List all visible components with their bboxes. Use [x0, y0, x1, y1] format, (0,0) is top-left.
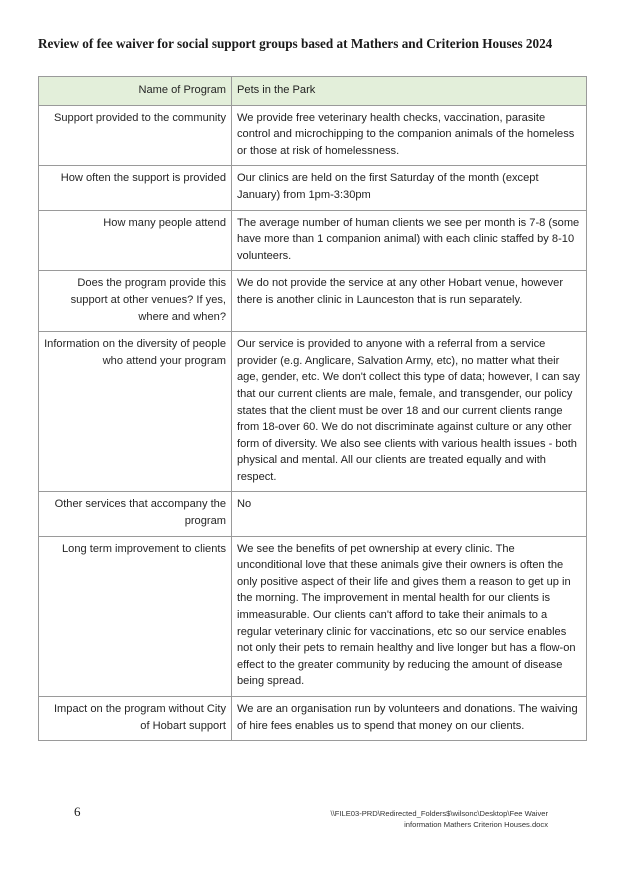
header-value-cell: Pets in the Park [232, 77, 587, 106]
table-header-row [39, 77, 587, 106]
document-title: Review of fee waiver for social support groups based at Mathers and Criterion Houses 2024 [38, 36, 553, 51]
row-label: Does the program provide this support at other venues? If yes, where and when? [39, 271, 232, 332]
row-label: Support provided to the community [39, 105, 232, 166]
table-row [39, 166, 587, 210]
row-value: We are an organisation run by volunteers and donations. The waiving of hire fees enables us to spend that money on our clients. [232, 697, 587, 741]
row-value: Our service is provided to anyone with a referral from a service provider (e.g. Anglicare, Salvation Army, etc), no matter what their age, gender, etc. We don't collect this type of data; however, I can say that our current clients are male, female, and transgender, our policy states that the client must be over 18 and our current clients range from 18-over 60. We do not discriminate against culture or any other form of diversity. We also see clients with various health issues - both physical and mental. All our clients are treated equally and with respect. [232, 332, 587, 492]
fee-waiver-review-table [38, 76, 587, 741]
row-value: We do not provide the service at any other Hobart venue, however there is another clinic in Launceston that is run separately. [232, 271, 587, 332]
file-path-footer [300, 808, 548, 830]
table-row [39, 536, 587, 696]
row-label: Impact on the program without City of Hobart support [39, 697, 232, 741]
row-label: How many people attend [39, 210, 232, 271]
file-path-line: \\FILE03-PRD\Redirected_Folders$\wilsonc\Desktop\Fee Waiver [330, 809, 548, 818]
table-row [39, 271, 587, 332]
row-value: Our clinics are held on the first Saturday of the month (except January) from 1pm-3:30pm [232, 166, 587, 210]
row-value: The average number of human clients we see per month is 7-8 (some have more than 1 companion animal) with each clinic staffed by 8-10 volunteers. [232, 210, 587, 271]
file-path-line: information Mathers Criterion Houses.docx [404, 820, 548, 829]
row-label: How often the support is provided [39, 166, 232, 210]
row-label: Other services that accompany the program [39, 492, 232, 536]
row-label: Information on the diversity of people who attend your program [39, 332, 232, 492]
table-row [39, 105, 587, 166]
row-label: Long term improvement to clients [39, 536, 232, 696]
table-row [39, 332, 587, 492]
table-row [39, 697, 587, 741]
header-label-cell: Name of Program [39, 77, 232, 106]
row-value: No [232, 492, 587, 536]
table-row [39, 492, 587, 536]
table-row [39, 210, 587, 271]
row-value: We provide free veterinary health checks, vaccination, parasite control and microchipping to the companion animals of the homeless or those at risk of homelessness. [232, 105, 587, 166]
page-number: 6 [74, 804, 81, 819]
row-value: We see the benefits of pet ownership at every clinic. The unconditional love that these animals give their owners is often the only positive aspect of their life and gives them a reason to get up in the morning. The improvement in mental health for our clients is immeasurable. Our clients can't afford to take their animals to a regular veterinary clinic for vaccinations, etc so our service enables not only their pets to remain healthy and live longer but has a flow-on effect to the greater community by reducing the amount of disease being spread. [232, 536, 587, 696]
